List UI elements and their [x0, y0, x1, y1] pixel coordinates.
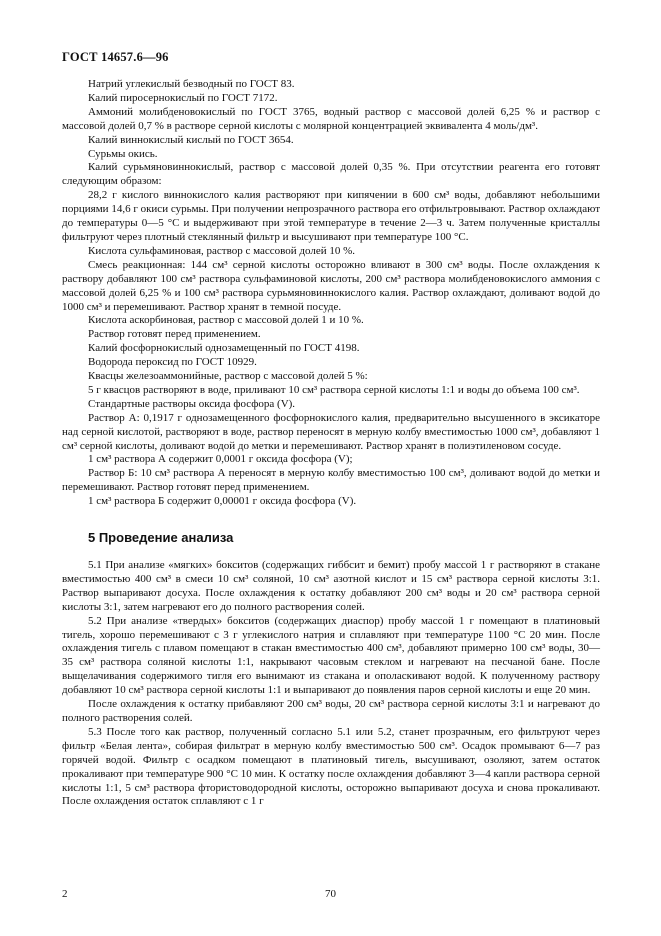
paragraph: Стандартные растворы оксида фосфора (V).	[88, 397, 296, 410]
page-number-center: 70	[325, 888, 336, 900]
paragraph: После охлаждения к остатку прибавляют 200 см³ воды, 20 см³ раствора серной кислоты 3:1 и нагревают до полного растворения солей.	[62, 698, 600, 724]
paragraph: Квасцы железоаммонийные, раствор с массовой долей 5 %:	[88, 370, 368, 383]
paragraph: Аммоний молибденовокислый по ГОСТ 3765, водный раствор с массовой долей 6,25 % и раствор с массовой долей 0,7 % в растворе серной кислоты с молярной концентрацией эквивалента 4 моль/дм³.	[62, 105, 600, 132]
paragraph: Раствор Б: 10 см³ раствора А переносят в мерную колбу вместимостью 100 см³, доливают водой до метки и перемешивают. Раствор готовят перед применением.	[62, 467, 600, 494]
paragraph: Калий сурьмяновиннокислый, раствор с массовой долей 0,35 %. При отсутствии реагента его готовят следующим образом:	[62, 161, 600, 188]
paragraph: Раствор готовят перед применением.	[88, 328, 261, 341]
paragraph: Калий виннокислый кислый по ГОСТ 3654.	[88, 133, 294, 146]
document-body	[62, 78, 600, 809]
paragraph: Смесь реакционная: 144 см³ серной кислоты осторожно вливают в 300 см³ воды. После охлаждения к раствору добавляют 100 см³ раствора сульфаминовой кислоты, 200 см³ раствора молибденовокислого аммония с массовой долей 6,25 % и 100 см³ раствора сурьмяновиннокислого калия. Раствор охлаждают, доливают водой до 1000 см³ и перемешивают. Раствор хранят в темной посуде.	[62, 258, 600, 313]
paragraph: 5 г квасцов растворяют в воде, приливают 10 см³ раствора серной кислоты 1:1 и воды до объема 100 см³.	[88, 383, 580, 396]
paragraph: Сурьмы окись.	[88, 147, 158, 160]
paragraph: Кислота аскорбиновая, раствор с массовой долей 1 и 10 %.	[88, 314, 364, 327]
paragraph: Раствор А: 0,1917 г однозамещенного фосфорнокислого калия, предварительно высушенного в эксикаторе над серной кислотой, растворяют в воде, раствор переносят в мерную колбу вместимостью 1000 см³, добавляют 1 см³ серной кислоты, доливают водой до метки и перемешивают. Раствор хранят в полиэтиленовом сосуде.	[62, 411, 600, 452]
paragraph: Натрий углекислый безводный по ГОСТ 83.	[88, 78, 295, 90]
paragraph: 5.3 После того как раствор, полученный согласно 5.1 или 5.2, станет прозрачным, его фильтруют через фильтр «Белая лента», собирая фильтрат в мерную колбу вместимостью 500 см³. Осадок промывают 6—7 раз горячей водой. Фильтр с осадком помещают в платиновый тигель, высушивают, озоляют, затем остаток прокаливают при температуре 900 °С 10 мин. К остатку после охлаждения добавляют 3—4 капли раствора серной кислоты 1:1, 5 см³ раствора фтористоводородной кислоты, осторожно выпаривают досуха и снова прокаливают. После охлаждения остаток сплавляют с 1 г	[62, 725, 600, 808]
paragraph: Калий фосфорнокислый однозамещенный по ГОСТ 4198.	[88, 342, 360, 355]
paragraph: Кислота сульфаминовая, раствор с массовой долей 10 %.	[88, 244, 356, 257]
paragraph: 5.1 При анализе «мягких» бокситов (содержащих гиббсит и бемит) пробу массой 1 г растворяют в стакане вместимостью 400 см³ в смеси 10 см³ соляной, 10 см³ азотной кислот и 15 см³ раствора серной кислоты 3:1. Раствор выпаривают досуха. После охлаждения к остатку добавляют 200 см³ воды и 20 см³ раствора серной кислоты 3:1, затем нагревают его до полного растворения солей.	[62, 559, 600, 613]
paragraph: 1 см³ раствора Б содержит 0,00001 г оксида фосфора (V).	[88, 495, 357, 508]
document-header: ГОСТ 14657.6—96	[62, 50, 169, 64]
page-number-left: 2	[62, 888, 68, 900]
paragraph: 5.2 При анализе «твердых» бокситов (содержащих диаспор) пробу массой 1 г помещают в платиновый тигель, хорошо перемешивают с 3 г углекислого натрия и сплавляют при температуре 1100 °С 20 мин. После охлаждения тигель с плавом помещают в стакан вместимостью 400 см³, добавляют примерно 100 см³ воды, 30—35 см³ раствора соляной кислоты 1:1, накрывают часовым стеклом и нагревают на песчаной бане. После выщелачивания содержимого тигля его вынимают из стакана и ополаскивают водой. К полученному раствору добавляют 10 см³ раствора серной кислоты 1:1 и выпаривают до появления паров серной кислоты и еще 20 мин.	[62, 614, 600, 697]
paragraph: 28,2 г кислого виннокислого калия растворяют при кипячении в 600 см³ воды, добавляют небольшими порциями 14,6 г окиси сурьмы. При получении непрозрачного раствора его отфильтровывают. Раствор охлаждают до температуры 0—5 °С и выдерживают при этой температуре в течение 2—3 ч. Затем полученные кристаллы фильтруют через плотный стеклянный фильтр и высушивают при температуре 100 °С.	[62, 189, 601, 243]
paragraph: Калий пиросернокислый по ГОСТ 7172.	[88, 91, 278, 104]
section-title: 5 Проведение анализа	[88, 530, 234, 546]
paragraph: 1 см³ раствора А содержит 0,0001 г оксида фосфора (V);	[88, 453, 353, 466]
paragraph: Водорода пероксид по ГОСТ 10929.	[88, 356, 257, 369]
